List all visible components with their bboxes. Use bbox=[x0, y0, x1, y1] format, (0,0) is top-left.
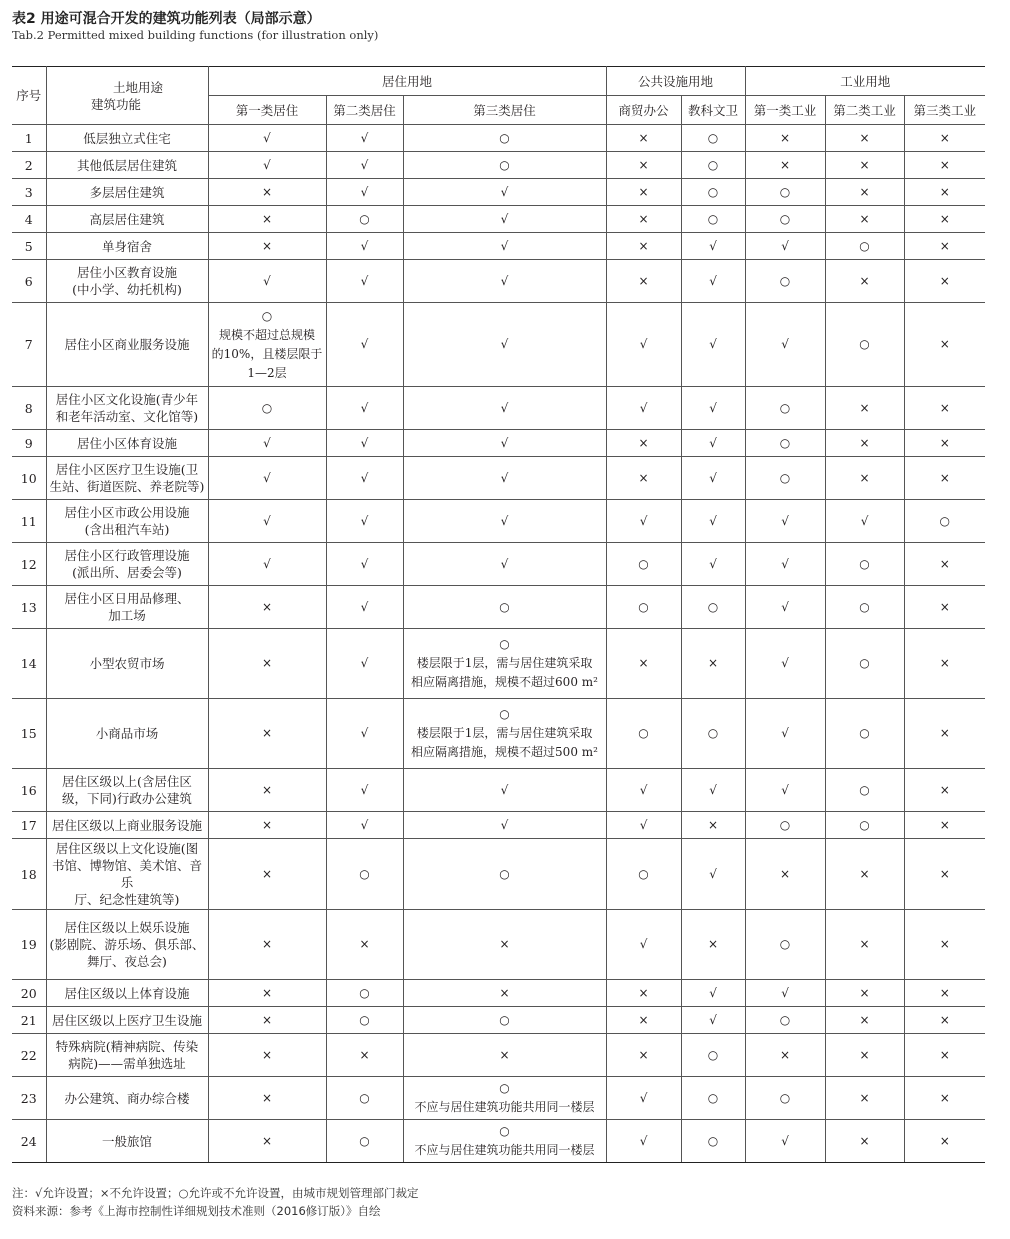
permission-mark: √ bbox=[606, 769, 681, 812]
permission-mark: √ bbox=[326, 303, 403, 387]
building-function: 居住区级以上体育设施 bbox=[46, 980, 208, 1007]
building-function: 其他低层居住建筑 bbox=[46, 152, 208, 179]
table-row bbox=[12, 500, 985, 543]
permission-mark: ○ bbox=[745, 1077, 825, 1120]
permission-mark: × bbox=[606, 1034, 681, 1077]
permission-mark-with-condition bbox=[208, 303, 326, 387]
permission-mark-with-condition bbox=[403, 629, 606, 699]
permission-mark: ○ bbox=[499, 637, 510, 651]
header-sub: 教科文卫 bbox=[681, 96, 745, 125]
permission-mark: × bbox=[904, 430, 985, 457]
table-row bbox=[12, 769, 985, 812]
permission-mark: ○ bbox=[261, 308, 273, 323]
permission-mark: × bbox=[208, 769, 326, 812]
permission-mark: × bbox=[606, 430, 681, 457]
permission-mark: √ bbox=[681, 387, 745, 430]
permission-mark: × bbox=[681, 910, 745, 980]
permission-mark: √ bbox=[326, 125, 403, 152]
row-index: 23 bbox=[12, 1077, 46, 1120]
row-index: 20 bbox=[12, 980, 46, 1007]
building-function: 小商品市场 bbox=[46, 699, 208, 769]
permission-mark-with-condition bbox=[403, 1120, 606, 1163]
table-row bbox=[12, 233, 985, 260]
permission-mark: √ bbox=[326, 387, 403, 430]
permission-mark: × bbox=[745, 839, 825, 910]
permission-mark: × bbox=[606, 260, 681, 303]
permission-mark: ○ bbox=[825, 699, 904, 769]
row-index: 1 bbox=[12, 125, 46, 152]
permission-mark: × bbox=[208, 206, 326, 233]
permission-mark: √ bbox=[403, 457, 606, 500]
permission-mark: √ bbox=[208, 500, 326, 543]
permission-mark: ○ bbox=[825, 233, 904, 260]
permission-mark: √ bbox=[606, 1120, 681, 1163]
building-function: 居住小区日用品修理、 加工场 bbox=[46, 586, 208, 629]
permission-mark: ○ bbox=[606, 839, 681, 910]
permission-mark: × bbox=[904, 125, 985, 152]
permission-mark: √ bbox=[403, 206, 606, 233]
permission-mark: ○ bbox=[904, 500, 985, 543]
building-function: 居住小区医疗卫生设施(卫 生站、街道医院、养老院等) bbox=[46, 457, 208, 500]
permission-condition: 相应隔离措施，规模不超过600 m² bbox=[411, 675, 598, 689]
permission-mark: ○ bbox=[825, 586, 904, 629]
permission-mark: × bbox=[208, 1007, 326, 1034]
permission-mark: ○ bbox=[681, 125, 745, 152]
building-function: 居住区级以上娱乐设施 (影剧院、游乐场、俱乐部、 舞厅、夜总会) bbox=[46, 910, 208, 980]
building-function: 高层居住建筑 bbox=[46, 206, 208, 233]
permission-mark: × bbox=[904, 980, 985, 1007]
permission-mark: √ bbox=[326, 179, 403, 206]
permission-mark: × bbox=[825, 430, 904, 457]
permission-mark-with-condition bbox=[403, 699, 606, 769]
permission-mark: √ bbox=[208, 260, 326, 303]
permission-mark: × bbox=[606, 179, 681, 206]
row-index: 16 bbox=[12, 769, 46, 812]
permission-mark: √ bbox=[326, 699, 403, 769]
permission-mark: √ bbox=[745, 980, 825, 1007]
header-group-industrial: 工业用地 bbox=[745, 67, 985, 96]
permission-condition: 的10%，且楼层限于 bbox=[211, 346, 323, 361]
header-index: 序号 bbox=[12, 67, 46, 125]
permission-mark: √ bbox=[745, 1120, 825, 1163]
table-row bbox=[12, 839, 985, 910]
permission-mark: √ bbox=[326, 152, 403, 179]
permission-mark: × bbox=[825, 206, 904, 233]
permission-mark: ○ bbox=[745, 260, 825, 303]
permission-mark: √ bbox=[403, 812, 606, 839]
permission-mark: √ bbox=[681, 769, 745, 812]
header-function bbox=[46, 67, 208, 125]
permission-mark: ○ bbox=[745, 387, 825, 430]
permission-mark: × bbox=[904, 699, 985, 769]
permission-mark: √ bbox=[403, 430, 606, 457]
building-function: 居住区级以上(含居住区 级，下同)行政办公建筑 bbox=[46, 769, 208, 812]
building-function: 居住区级以上医疗卫生设施 bbox=[46, 1007, 208, 1034]
permission-mark: × bbox=[208, 233, 326, 260]
permission-mark: √ bbox=[745, 500, 825, 543]
permission-mark: √ bbox=[208, 430, 326, 457]
table-row bbox=[12, 179, 985, 206]
table-row bbox=[12, 1007, 985, 1034]
permission-mark: √ bbox=[681, 457, 745, 500]
permission-mark: ○ bbox=[326, 1120, 403, 1163]
building-function: 特殊病院(精神病院、传染 病院)——需单独选址 bbox=[46, 1034, 208, 1077]
row-index: 21 bbox=[12, 1007, 46, 1034]
permission-mark: √ bbox=[745, 233, 825, 260]
permission-mark: ○ bbox=[499, 1081, 510, 1095]
permission-mark: ○ bbox=[403, 152, 606, 179]
permission-mark: ○ bbox=[606, 543, 681, 586]
permission-mark: × bbox=[208, 629, 326, 699]
building-function: 居住小区商业服务设施 bbox=[46, 303, 208, 387]
permission-mark: ○ bbox=[403, 125, 606, 152]
permission-mark: × bbox=[825, 980, 904, 1007]
permission-mark: × bbox=[208, 1077, 326, 1120]
table-row bbox=[12, 457, 985, 500]
permission-mark: × bbox=[904, 179, 985, 206]
permission-mark: × bbox=[904, 839, 985, 910]
permission-condition: 楼层限于1层，需与居住建筑采取 bbox=[416, 726, 593, 740]
building-function: 单身宿舍 bbox=[46, 233, 208, 260]
permission-mark: ○ bbox=[499, 1124, 510, 1138]
permission-condition: 相应隔离措施，规模不超过500 m² bbox=[411, 745, 598, 759]
permission-mark: × bbox=[606, 125, 681, 152]
permission-mark: × bbox=[904, 543, 985, 586]
row-index: 3 bbox=[12, 179, 46, 206]
table-row bbox=[12, 699, 985, 769]
building-function: 居住小区行政管理设施 (派出所、居委会等) bbox=[46, 543, 208, 586]
permission-mark: × bbox=[825, 1007, 904, 1034]
permission-mark: √ bbox=[326, 430, 403, 457]
permission-mark: √ bbox=[606, 387, 681, 430]
permission-mark: × bbox=[825, 179, 904, 206]
permission-mark: √ bbox=[403, 500, 606, 543]
permission-mark: ○ bbox=[326, 1007, 403, 1034]
permission-mark: × bbox=[825, 387, 904, 430]
permission-mark: ○ bbox=[745, 179, 825, 206]
permission-mark: ○ bbox=[745, 1007, 825, 1034]
permission-mark: √ bbox=[326, 812, 403, 839]
header-sub: 商贸办公 bbox=[606, 96, 681, 125]
permission-mark: × bbox=[904, 233, 985, 260]
row-index: 14 bbox=[12, 629, 46, 699]
header-sub: 第一类工业 bbox=[745, 96, 825, 125]
permission-mark: ○ bbox=[825, 543, 904, 586]
permission-mark: √ bbox=[681, 1007, 745, 1034]
permission-mark: × bbox=[825, 1077, 904, 1120]
permission-mark: √ bbox=[208, 457, 326, 500]
permission-mark: × bbox=[403, 910, 606, 980]
permission-mark: × bbox=[904, 457, 985, 500]
permission-mark: × bbox=[904, 1007, 985, 1034]
permission-mark: × bbox=[904, 910, 985, 980]
permission-mark: √ bbox=[745, 543, 825, 586]
permission-mark: √ bbox=[403, 179, 606, 206]
permission-mark: × bbox=[904, 629, 985, 699]
permission-mark: √ bbox=[403, 543, 606, 586]
permission-mark: × bbox=[606, 206, 681, 233]
table-row bbox=[12, 586, 985, 629]
permission-mark: ○ bbox=[825, 769, 904, 812]
row-index: 11 bbox=[12, 500, 46, 543]
permission-mark: ○ bbox=[606, 586, 681, 629]
header-sub: 第三类居住 bbox=[403, 96, 606, 125]
permission-mark: ○ bbox=[745, 910, 825, 980]
table-source-note: 资料来源：参考《上海市控制性详细规划技术准则（2016修订版）》自绘 bbox=[12, 1204, 381, 1218]
permission-mark: ○ bbox=[681, 152, 745, 179]
row-index: 15 bbox=[12, 699, 46, 769]
header-function-bottom: 建筑功能 bbox=[90, 96, 141, 112]
permission-mark: √ bbox=[745, 586, 825, 629]
permission-mark: ○ bbox=[745, 812, 825, 839]
permission-mark: × bbox=[904, 1077, 985, 1120]
permission-mark: ○ bbox=[326, 206, 403, 233]
permission-mark: √ bbox=[606, 910, 681, 980]
row-index: 10 bbox=[12, 457, 46, 500]
building-function: 小型农贸市场 bbox=[46, 629, 208, 699]
permission-mark: ○ bbox=[681, 1034, 745, 1077]
permission-mark: √ bbox=[681, 980, 745, 1007]
permission-condition: 1—2层 bbox=[247, 365, 287, 380]
permission-mark: × bbox=[208, 839, 326, 910]
permission-mark: ○ bbox=[681, 1077, 745, 1120]
permission-mark: √ bbox=[403, 303, 606, 387]
permission-mark: √ bbox=[606, 500, 681, 543]
table-row bbox=[12, 303, 985, 387]
permission-mark: × bbox=[825, 457, 904, 500]
header-function-top: 土地用途 bbox=[112, 79, 163, 95]
permission-mark: × bbox=[904, 387, 985, 430]
permission-mark: ○ bbox=[681, 586, 745, 629]
permission-mark: ○ bbox=[403, 1007, 606, 1034]
permission-mark: × bbox=[681, 812, 745, 839]
permission-condition: 不应与居住建筑功能共用同一楼层 bbox=[414, 1100, 595, 1114]
table-row bbox=[12, 260, 985, 303]
permission-mark: × bbox=[904, 586, 985, 629]
header-sub: 第一类居住 bbox=[208, 96, 326, 125]
permission-mark: × bbox=[606, 980, 681, 1007]
permission-mark: √ bbox=[326, 457, 403, 500]
building-function: 一般旅馆 bbox=[46, 1120, 208, 1163]
permission-mark: × bbox=[904, 769, 985, 812]
permission-mark: ○ bbox=[499, 707, 510, 721]
permission-mark: √ bbox=[326, 629, 403, 699]
row-index: 2 bbox=[12, 152, 46, 179]
permission-mark: × bbox=[825, 152, 904, 179]
permission-mark: ○ bbox=[403, 586, 606, 629]
permission-mark: √ bbox=[745, 629, 825, 699]
building-function: 居住小区教育设施 (中小学、幼托机构) bbox=[46, 260, 208, 303]
table-row bbox=[12, 543, 985, 586]
permission-mark: × bbox=[208, 812, 326, 839]
row-index: 8 bbox=[12, 387, 46, 430]
table-row bbox=[12, 1034, 985, 1077]
permission-mark: √ bbox=[326, 233, 403, 260]
permission-mark: √ bbox=[606, 303, 681, 387]
permission-mark: √ bbox=[681, 839, 745, 910]
permission-mark: ○ bbox=[681, 1120, 745, 1163]
permission-mark: × bbox=[606, 152, 681, 179]
permission-mark: √ bbox=[745, 303, 825, 387]
permission-mark: ○ bbox=[745, 206, 825, 233]
permission-mark: × bbox=[745, 152, 825, 179]
table-row bbox=[12, 812, 985, 839]
permission-mark: √ bbox=[208, 152, 326, 179]
header-group-residential: 居住用地 bbox=[208, 67, 606, 96]
row-index: 7 bbox=[12, 303, 46, 387]
permission-mark: ○ bbox=[606, 699, 681, 769]
permission-mark: × bbox=[208, 910, 326, 980]
table-row bbox=[12, 1077, 985, 1120]
building-function: 居住区级以上文化设施(图 书馆、博物馆、美术馆、音乐 厅、纪念性建筑等) bbox=[46, 839, 208, 910]
header-sub: 第三类工业 bbox=[904, 96, 985, 125]
permission-mark: × bbox=[208, 980, 326, 1007]
permission-mark: × bbox=[208, 586, 326, 629]
permission-mark: ○ bbox=[745, 430, 825, 457]
permission-mark: × bbox=[681, 629, 745, 699]
row-index: 12 bbox=[12, 543, 46, 586]
permission-mark: ○ bbox=[825, 812, 904, 839]
building-function: 居住小区文化设施(青少年 和老年活动室、文化馆等) bbox=[46, 387, 208, 430]
permission-mark: × bbox=[904, 1034, 985, 1077]
permission-mark: ○ bbox=[326, 1077, 403, 1120]
permission-condition: 不应与居住建筑功能共用同一楼层 bbox=[414, 1143, 595, 1157]
permission-mark: √ bbox=[681, 500, 745, 543]
permission-mark: × bbox=[326, 910, 403, 980]
table-caption-en: Tab.2 Permitted mixed building functions (for illustration only) bbox=[12, 28, 379, 42]
permission-mark: √ bbox=[825, 500, 904, 543]
permission-mark: ○ bbox=[745, 457, 825, 500]
table-body bbox=[12, 125, 985, 1163]
permission-mark: × bbox=[208, 699, 326, 769]
permission-mark: √ bbox=[326, 543, 403, 586]
permission-mark: × bbox=[825, 125, 904, 152]
permission-mark-with-condition bbox=[403, 1077, 606, 1120]
permission-mark: ○ bbox=[681, 699, 745, 769]
table-caption-cn: 表2 用途可混合开发的建筑功能列表（局部示意） bbox=[12, 11, 321, 27]
permission-mark: √ bbox=[403, 387, 606, 430]
permission-mark: √ bbox=[326, 769, 403, 812]
permission-mark: √ bbox=[403, 260, 606, 303]
building-function: 居住小区市政公用设施 (含出租汽车站) bbox=[46, 500, 208, 543]
permission-mark: × bbox=[745, 125, 825, 152]
permission-mark: × bbox=[825, 839, 904, 910]
permission-mark: √ bbox=[326, 586, 403, 629]
permission-mark: × bbox=[606, 457, 681, 500]
table-row bbox=[12, 629, 985, 699]
permission-mark: ○ bbox=[681, 206, 745, 233]
row-index: 5 bbox=[12, 233, 46, 260]
building-function: 办公建筑、商办综合楼 bbox=[46, 1077, 208, 1120]
row-index: 19 bbox=[12, 910, 46, 980]
table-row bbox=[12, 206, 985, 233]
permission-mark: ○ bbox=[326, 839, 403, 910]
permission-mark: × bbox=[745, 1034, 825, 1077]
permission-mark: × bbox=[606, 629, 681, 699]
permission-mark: × bbox=[825, 1120, 904, 1163]
permission-mark: √ bbox=[208, 543, 326, 586]
permission-mark: × bbox=[825, 1034, 904, 1077]
building-function: 多层居住建筑 bbox=[46, 179, 208, 206]
building-function: 低层独立式住宅 bbox=[46, 125, 208, 152]
row-index: 13 bbox=[12, 586, 46, 629]
building-function: 居住区级以上商业服务设施 bbox=[46, 812, 208, 839]
permission-mark: × bbox=[825, 910, 904, 980]
permission-condition: 楼层限于1层，需与居住建筑采取 bbox=[416, 656, 593, 670]
permission-mark: √ bbox=[681, 430, 745, 457]
row-index: 24 bbox=[12, 1120, 46, 1163]
table-legend-note: 注：√允许设置；×不允许设置；○允许或不允许设置，由城市规划管理部门裁定 bbox=[12, 1186, 419, 1200]
permission-mark: × bbox=[904, 260, 985, 303]
permission-mark: ○ bbox=[326, 980, 403, 1007]
permission-mark: × bbox=[904, 303, 985, 387]
permission-mark: × bbox=[403, 980, 606, 1007]
permission-mark: ○ bbox=[403, 839, 606, 910]
table-row bbox=[12, 125, 985, 152]
header-group-public: 公共设施用地 bbox=[606, 67, 745, 96]
permission-mark: √ bbox=[745, 769, 825, 812]
table-row bbox=[12, 387, 985, 430]
permission-mark: × bbox=[208, 179, 326, 206]
permission-mark: × bbox=[326, 1034, 403, 1077]
permission-mark: × bbox=[606, 233, 681, 260]
row-index: 4 bbox=[12, 206, 46, 233]
permission-mark: × bbox=[904, 1120, 985, 1163]
permission-mark: √ bbox=[326, 260, 403, 303]
permission-mark: √ bbox=[745, 699, 825, 769]
table-row bbox=[12, 980, 985, 1007]
permission-mark: √ bbox=[403, 233, 606, 260]
permission-mark: √ bbox=[681, 260, 745, 303]
building-function-table bbox=[12, 66, 985, 1163]
permission-mark: √ bbox=[681, 233, 745, 260]
permission-mark: ○ bbox=[208, 387, 326, 430]
table-row bbox=[12, 1120, 985, 1163]
row-index: 22 bbox=[12, 1034, 46, 1077]
row-index: 9 bbox=[12, 430, 46, 457]
building-function: 居住小区体育设施 bbox=[46, 430, 208, 457]
permission-mark: √ bbox=[606, 812, 681, 839]
permission-mark: √ bbox=[681, 303, 745, 387]
table-row bbox=[12, 152, 985, 179]
permission-mark: × bbox=[606, 1007, 681, 1034]
row-index: 18 bbox=[12, 839, 46, 910]
permission-mark: √ bbox=[403, 769, 606, 812]
permission-mark: × bbox=[904, 152, 985, 179]
permission-mark: × bbox=[208, 1120, 326, 1163]
permission-mark: √ bbox=[208, 125, 326, 152]
table-row bbox=[12, 910, 985, 980]
permission-mark: × bbox=[904, 812, 985, 839]
header-sub: 第二类居住 bbox=[326, 96, 403, 125]
row-index: 17 bbox=[12, 812, 46, 839]
permission-mark: ○ bbox=[825, 303, 904, 387]
permission-mark: × bbox=[208, 1034, 326, 1077]
permission-mark: √ bbox=[606, 1077, 681, 1120]
permission-mark: ○ bbox=[825, 629, 904, 699]
table-row bbox=[12, 430, 985, 457]
permission-mark: √ bbox=[681, 543, 745, 586]
permission-condition: 规模不超过总规模 bbox=[218, 327, 315, 342]
permission-mark: √ bbox=[326, 500, 403, 543]
row-index: 6 bbox=[12, 260, 46, 303]
header-sub: 第二类工业 bbox=[825, 96, 904, 125]
permission-mark: × bbox=[825, 260, 904, 303]
permission-mark: ○ bbox=[681, 179, 745, 206]
permission-mark: × bbox=[904, 206, 985, 233]
permission-mark: × bbox=[403, 1034, 606, 1077]
